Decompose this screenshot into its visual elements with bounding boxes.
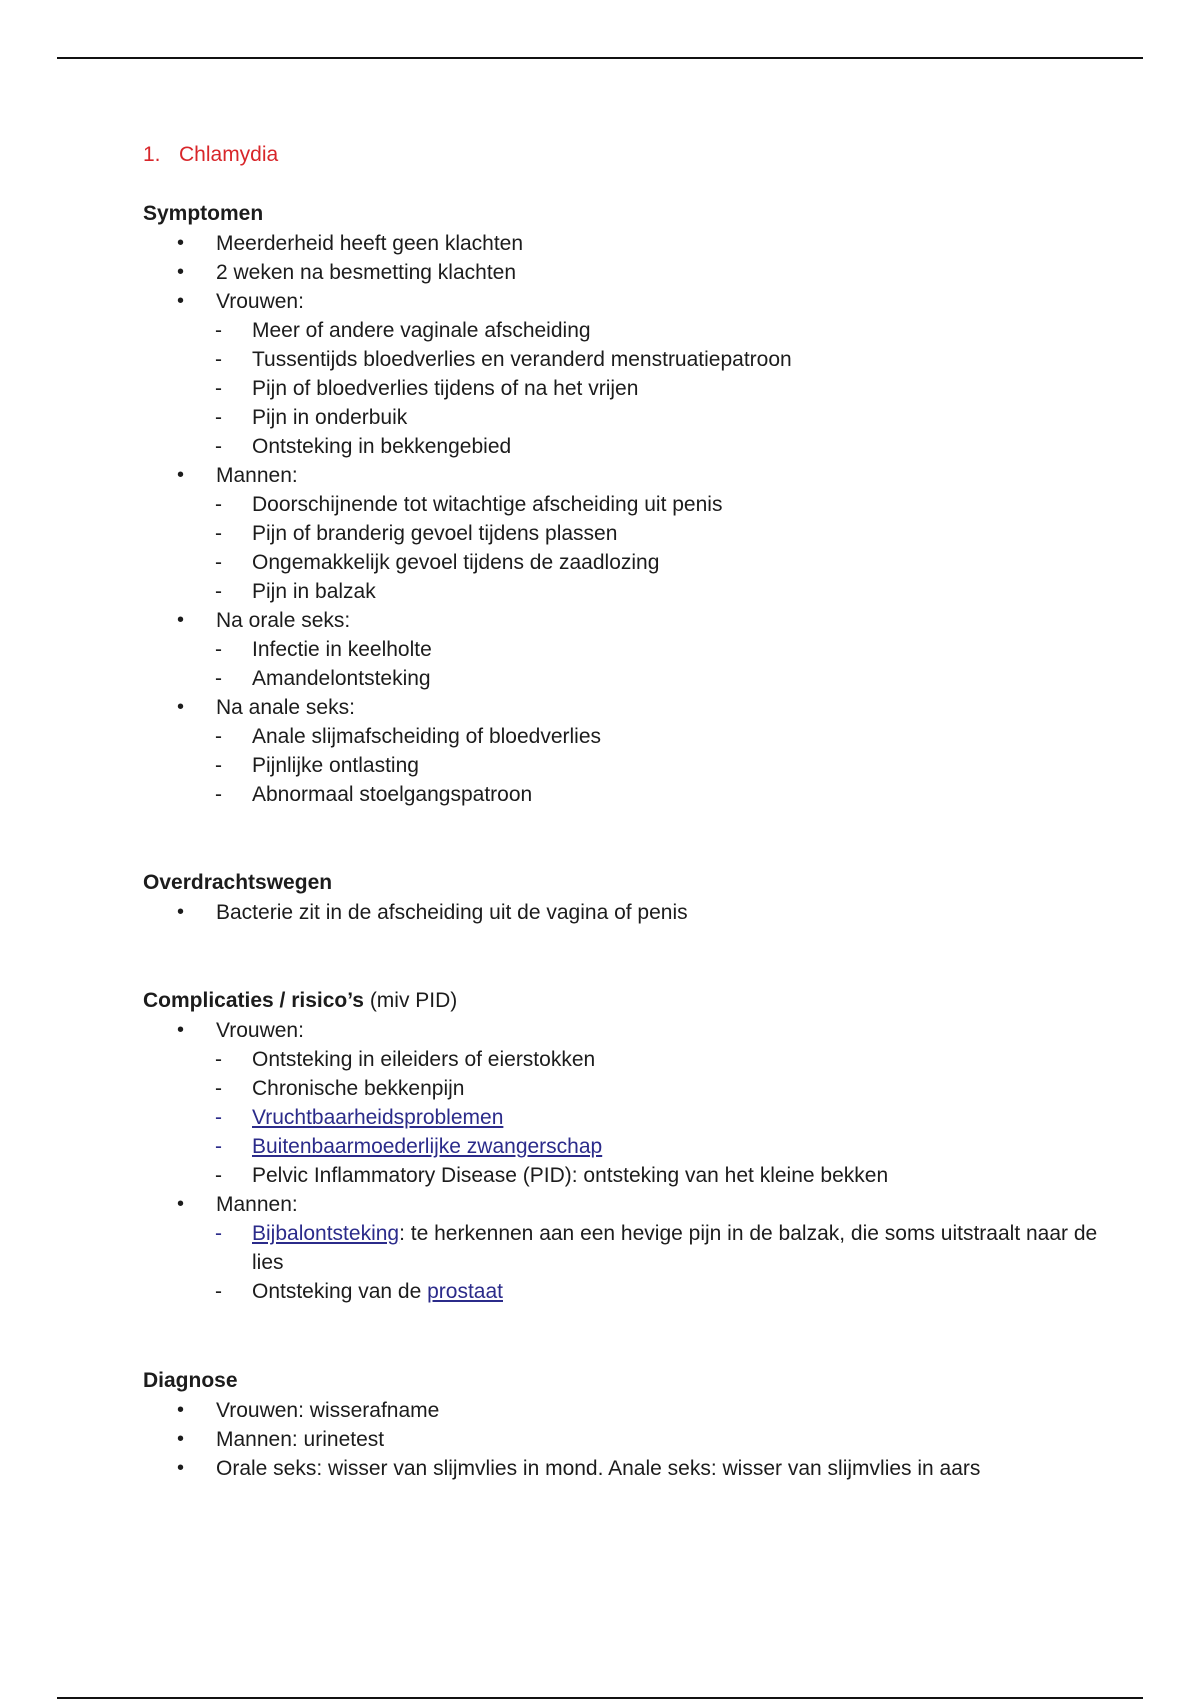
list-item	[143, 693, 1103, 722]
sub-list-item	[143, 664, 1103, 693]
bullet-icon: •	[177, 261, 185, 283]
sub-list-item	[143, 1045, 1103, 1074]
bijbalontsteking-link[interactable]: Bijbalontsteking	[252, 1222, 400, 1245]
prostaat-link[interactable]: prostaat	[427, 1280, 503, 1303]
sub-list-item-text: Pijn of bloedverlies tijdens of na het vrijen	[252, 377, 639, 400]
list-item	[143, 1190, 1103, 1219]
sub-list-item	[143, 490, 1103, 519]
dash-icon: -	[215, 1222, 222, 1245]
bullet-icon: •	[177, 1457, 185, 1479]
list-item-text: Na anale seks:	[216, 696, 355, 719]
sub-list-item-text: Meer of andere vaginale afscheiding	[252, 319, 591, 342]
list-item	[143, 287, 1103, 316]
sub-list-item	[143, 403, 1103, 432]
sub-list-item	[143, 1132, 1103, 1161]
sub-list-item	[143, 548, 1103, 577]
sub-list-item	[143, 635, 1103, 664]
section-heading	[143, 140, 1103, 169]
sub-list-item-text: Ongemakkelijk gevoel tijdens de zaadlozing	[252, 551, 660, 574]
sub-list-item	[143, 345, 1103, 374]
bullet-icon: •	[177, 696, 185, 718]
dash-icon: -	[215, 783, 222, 806]
dash-icon: -	[215, 435, 222, 458]
list-item	[143, 606, 1103, 635]
footer-rule	[57, 1697, 1143, 1699]
dash-icon: -	[215, 1135, 222, 1158]
list-item-text: Vrouwen:	[216, 290, 304, 313]
list-item	[143, 1454, 1103, 1483]
complicaties-title	[143, 986, 1103, 1016]
dash-icon: -	[215, 1077, 222, 1100]
bullet-icon: •	[177, 290, 185, 312]
sub-list-item	[143, 1219, 1112, 1277]
sub-list-item	[143, 1277, 1103, 1306]
dash-icon: -	[215, 725, 222, 748]
symptomen-title: Symptomen	[143, 202, 264, 225]
buitenbaarmoederlijke-zwangerschap-link[interactable]: Buitenbaarmoederlijke zwangerschap	[252, 1135, 603, 1158]
sub-list-item	[143, 1103, 1103, 1132]
list-item	[143, 461, 1103, 490]
dash-icon: -	[215, 638, 222, 661]
sub-list-item-text: Pijn in onderbuik	[252, 406, 408, 429]
list-item-text: Vrouwen: wisserafname	[216, 1399, 440, 1422]
dash-icon: -	[215, 667, 222, 690]
sub-list-item	[143, 432, 1103, 461]
sub-list-item-text: Pijn of branderig gevoel tijdens plassen	[252, 522, 618, 545]
document-body	[143, 140, 1103, 1483]
dash-icon: -	[215, 754, 222, 777]
dash-icon: -	[215, 1106, 222, 1129]
bullet-icon: •	[177, 609, 185, 631]
dash-icon: -	[215, 377, 222, 400]
bullet-icon: •	[177, 1193, 185, 1215]
list-item-text: Bacterie zit in de afscheiding uit de vagina of penis	[216, 901, 688, 924]
sub-list-item-text: Doorschijnende tot witachtige afscheiding uit penis	[252, 493, 723, 516]
dash-icon: -	[215, 580, 222, 603]
bullet-icon: •	[177, 901, 185, 923]
dash-icon: -	[215, 522, 222, 545]
list-item-text: Vrouwen:	[216, 1019, 304, 1042]
list-item-text: Mannen:	[216, 464, 298, 487]
dash-icon: -	[215, 1164, 222, 1187]
list-item-text: Orale seks: wisser van slijmvlies in mond. Anale seks: wisser van slijmvlies in aars	[216, 1457, 981, 1480]
list-item	[143, 229, 1103, 258]
dash-icon: -	[215, 493, 222, 516]
list-item-text: Na orale seks:	[216, 609, 351, 632]
sub-list-item	[143, 751, 1103, 780]
dash-icon: -	[215, 406, 222, 429]
complicaties-title-bold: Complicaties / risico’s	[143, 989, 364, 1012]
list-item	[143, 258, 1103, 287]
sub-list-item-text: Tussentijds bloedverlies en veranderd menstruatiepatroon	[252, 348, 792, 371]
sub-list-item	[143, 1161, 1103, 1190]
dash-icon: -	[215, 319, 222, 342]
sub-list-item-text: Chronische bekkenpijn	[252, 1077, 465, 1100]
dash-icon: -	[215, 1048, 222, 1071]
overdrachtswegen-title: Overdrachtswegen	[143, 871, 333, 894]
list-item-text: Mannen: urinetest	[216, 1428, 385, 1451]
list-item	[143, 1425, 1103, 1454]
sub-list-item-text: Ontsteking in eileiders of eierstokken	[252, 1048, 596, 1071]
header-rule	[57, 57, 1143, 59]
bullet-icon: •	[177, 464, 185, 486]
bullet-icon: •	[177, 1428, 185, 1450]
sub-list-item-text: Ontsteking in bekkengebied	[252, 435, 512, 458]
sub-list-item	[143, 316, 1103, 345]
list-item	[143, 898, 1103, 927]
sub-list-item	[143, 374, 1103, 403]
sub-list-item-text: Abnormaal stoelgangspatroon	[252, 783, 533, 806]
sub-list-item	[143, 780, 1103, 809]
sub-list-item-text: Pijn in balzak	[252, 580, 376, 603]
sub-list-item-text: Pelvic Inflammatory Disease (PID): ontsteking van het kleine bekken	[252, 1164, 889, 1187]
sub-list-item-text: Infectie in keelholte	[252, 638, 432, 661]
sub-list-item	[143, 1074, 1103, 1103]
sub-list-item	[143, 519, 1103, 548]
sub-list-item-text: Ontsteking van de	[252, 1280, 428, 1303]
list-item	[143, 1016, 1103, 1045]
complicaties-title-note: (miv PID)	[363, 989, 458, 1012]
list-item-text: Meerderheid heeft geen klachten	[216, 232, 524, 255]
sub-list-item-text: Pijnlijke ontlasting	[252, 754, 419, 777]
bullet-icon: •	[177, 1399, 185, 1421]
heading-title: Chlamydia	[179, 143, 279, 166]
diagnose-title: Diagnose	[143, 1369, 238, 1392]
sub-list-item	[143, 577, 1103, 606]
dash-icon: -	[215, 551, 222, 574]
dash-icon: -	[215, 348, 222, 371]
sub-list-item	[143, 722, 1103, 751]
heading-number: 1.	[143, 143, 161, 166]
list-item-text: Mannen:	[216, 1193, 298, 1216]
sub-list-item-text: Amandelontsteking	[252, 667, 431, 690]
sub-list-item-text: : te herkennen aan een hevige pijn in de balzak, die soms uitstraalt naar de lies	[252, 1222, 1098, 1274]
list-item-text: 2 weken na besmetting klachten	[216, 261, 517, 284]
sub-list-item-text: Anale slijmafscheiding of bloedverlies	[252, 725, 602, 748]
bullet-icon: •	[177, 232, 185, 254]
list-item	[143, 1396, 1103, 1425]
bullet-icon: •	[177, 1019, 185, 1041]
dash-icon: -	[215, 1280, 222, 1303]
vruchtbaarheidsproblemen-link[interactable]: Vruchtbaarheidsproblemen	[252, 1106, 504, 1129]
